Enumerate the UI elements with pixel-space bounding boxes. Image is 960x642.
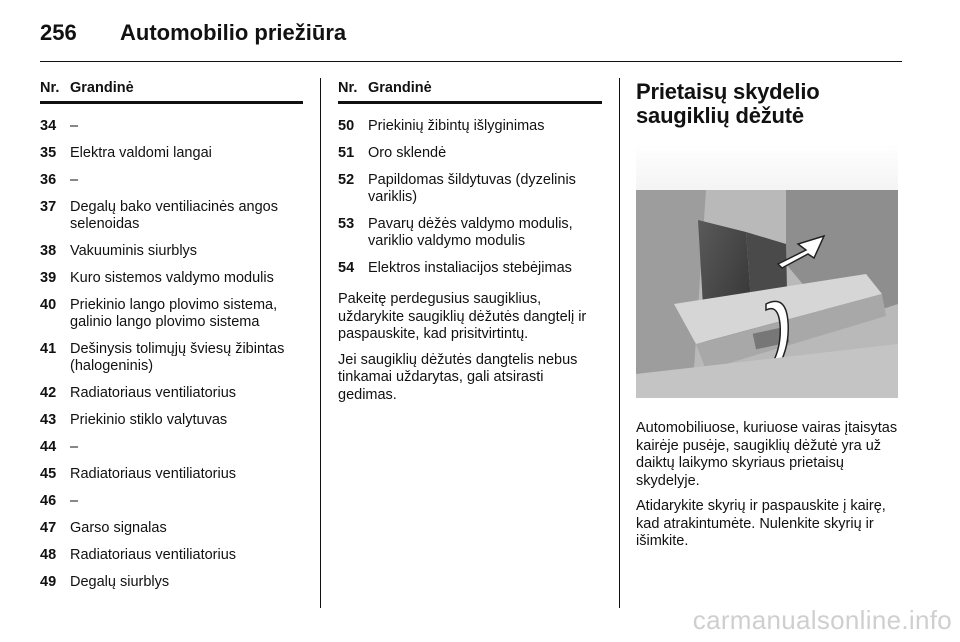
circuit-name: Vakuuminis siurblys [70,243,198,259]
table-row [338,118,602,135]
table-row [40,145,303,162]
fuse-number: 53 [338,216,355,232]
circuit-name: Degalų siurblys [70,574,170,590]
header-divider [40,61,902,62]
circuit-name: – [70,172,79,188]
fuse-number: 43 [40,412,57,428]
fuse-number: 44 [40,439,57,455]
table-row [40,199,303,233]
paragraph: Jei saugiklių dėžutės dangtelis nebus tinkamai uždarytas, gali atsirasti gedimas. [338,351,578,403]
table-row [40,466,303,483]
circuit-name: – [70,118,79,134]
table-row [338,145,602,162]
circuit-name: Kuro sistemos valdymo modulis [70,270,274,286]
table-row [40,439,303,456]
page-title: Automobilio priežiūra [120,20,347,45]
table-body [40,118,303,591]
table-row [40,341,303,375]
header-nr: Nr. [40,80,60,96]
fuse-number: 40 [40,297,57,313]
table-row [40,243,303,260]
header-nr: Nr. [338,80,358,96]
table-body [338,118,602,277]
table-row [40,172,303,189]
header-circuit: Grandinė [70,80,134,96]
circuit-name: Priekinio lango plovimo sistema, galinio lango plovimo sistema [70,297,278,330]
table-header [338,80,602,104]
table-row [40,547,303,564]
circuit-name: Radiatoriaus ventiliatorius [70,466,237,482]
circuit-name: Pavarų dėžės valdymo modulis, variklio valdymo modulis [368,216,573,249]
fuse-number: 39 [40,270,57,286]
fuse-number: 41 [40,341,57,357]
table-row [338,172,602,206]
circuit-name: Degalų bako ventiliacinės angos selenoidas [70,199,278,232]
column-divider-2 [619,78,620,608]
table-row [40,118,303,135]
circuit-name: Garso signalas [70,520,167,536]
circuit-name: Radiatoriaus ventiliatorius [70,547,237,563]
table-row [40,574,303,591]
fuse-number: 45 [40,466,57,482]
header-circuit: Grandinė [368,80,432,96]
fuse-number: 52 [338,172,355,188]
table-header [40,80,303,104]
paragraph: Automobiliuose, kuriuose vairas įtaisytas kairėje pusėje, saugiklių dėžutė yra už daiktų laikymo skyriaus prietaisų skydelyje. [636,420,898,489]
table-row [40,493,303,510]
circuit-name: Priekinio stiklo valytuvas [70,412,228,428]
fuse-number: 36 [40,172,57,188]
fuse-number: 50 [338,118,355,134]
fuse-number: 38 [40,243,57,259]
table-row [338,216,602,250]
table-row [40,520,303,537]
page-number: 256 [40,20,77,45]
table-row [40,412,303,429]
fuse-number: 48 [40,547,57,563]
circuit-name: Dešinysis tolimųjų šviesų žibintas (halogeninis) [70,341,285,374]
circuit-name: – [70,439,79,455]
fuse-number: 54 [338,260,355,276]
circuit-name: Radiatoriaus ventiliatorius [70,385,237,401]
paragraph: Pakeitę perdegusius saugiklius, uždarykite saugiklių dėžutės dangtelį ir paspauskite, kad prisitvirtintų. [338,291,587,342]
instrument-panel-section [636,80,904,559]
column-divider-1 [320,78,321,608]
circuit-name: Oro sklendė [368,145,447,161]
fuse-number: 37 [40,199,57,215]
watermark: carmanualsonline.info [692,605,952,635]
fuse-number: 47 [40,520,57,536]
section-title: Prietaisų skydelio saugiklių dėžutė [636,79,820,128]
fuse-number: 49 [40,574,57,590]
circuit-name: Papildomas šildytuvas (dyzelinis variklis) [368,172,576,205]
table-row [40,385,303,402]
fuse-table-left [40,80,303,601]
circuit-name: Elektros instaliacijos stebėjimas [368,260,572,276]
paragraph: Atidarykite skyrių ir paspauskite į kairę, kad atrakintumėte. Nulenkite skyrių ir išimkite. [636,498,886,549]
table-row [40,297,303,331]
circuit-name: – [70,493,79,509]
fuse-number: 46 [40,493,57,509]
table-row [40,270,303,287]
fuse-number: 34 [40,118,57,134]
page-header [40,20,346,46]
fuse-number: 51 [338,145,355,161]
table-row [338,260,602,277]
fuse-box-cover-illustration [636,144,898,408]
circuit-name: Priekinių žibintų išlyginimas [368,118,545,134]
fuse-table-right [338,80,602,412]
circuit-name: Elektra valdomi langai [70,145,212,161]
fuse-number: 42 [40,385,57,401]
fuse-number: 35 [40,145,57,161]
